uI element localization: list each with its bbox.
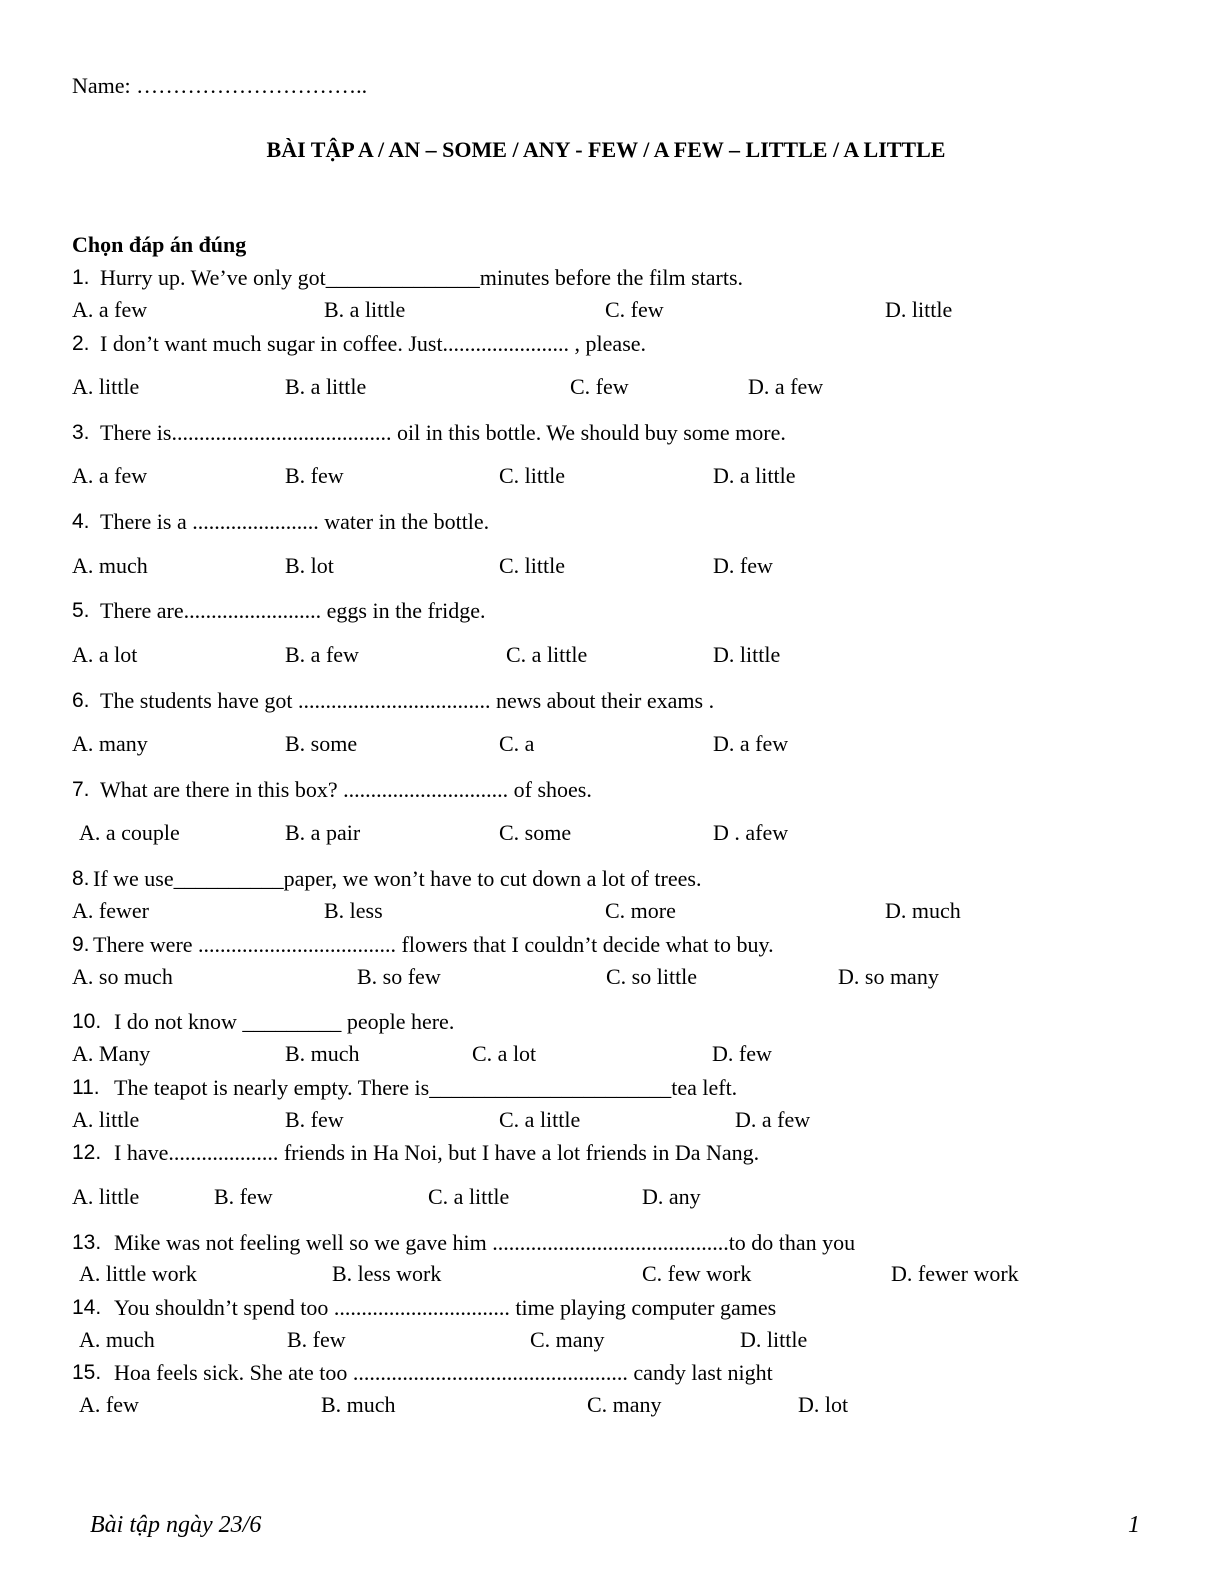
option-a[interactable]: A. few [79, 1392, 139, 1417]
question-number: 7. [72, 778, 90, 801]
question-number: 5. [72, 599, 90, 622]
question-number: 2. [72, 332, 90, 355]
question-text: I have.................... friends in Ha Noi, but I have a lot friends in Da Nang. [114, 1140, 760, 1165]
option-d[interactable]: D. a few [713, 731, 789, 756]
option-d[interactable]: D. much [885, 898, 961, 923]
option-a[interactable]: A. a lot [72, 642, 138, 667]
option-a[interactable]: A. little [72, 1107, 140, 1132]
page-number: 1 [1128, 1512, 1140, 1538]
option-d[interactable]: D. little [713, 642, 781, 667]
question-number: 3. [72, 421, 90, 444]
question-text: Hurry up. We’ve only got______________minutes before the film starts. [100, 265, 744, 290]
option-d[interactable]: D. few [713, 553, 773, 578]
option-c[interactable]: C. a lot [472, 1041, 537, 1066]
section-heading: Chọn đáp án đúng [72, 232, 247, 257]
question-text: Mike was not feeling well so we gave him ...........................................to do than you [114, 1230, 856, 1255]
option-c[interactable]: C. little [499, 463, 565, 488]
option-b[interactable]: B. few [214, 1184, 273, 1209]
option-c[interactable]: C. some [499, 820, 572, 845]
option-a[interactable]: A. little [72, 374, 140, 399]
option-b[interactable]: B. a pair [285, 820, 361, 845]
question-text: You shouldn’t spend too ................................ time playing computer games [114, 1295, 777, 1320]
option-b[interactable]: B. much [285, 1041, 360, 1066]
question-number: 10. [72, 1010, 102, 1033]
option-c[interactable]: C. a little [499, 1107, 581, 1132]
question-number: 8. [72, 867, 90, 890]
option-a[interactable]: A. a few [72, 463, 148, 488]
option-d[interactable]: D. lot [798, 1392, 849, 1417]
question-text: The students have got ................................... news about their exams . [100, 688, 715, 713]
option-a[interactable]: A. little work [79, 1261, 197, 1286]
name-line: Name: ………………………….. [72, 73, 368, 98]
option-a[interactable]: A. little [72, 1184, 140, 1209]
option-c[interactable]: C. few [570, 374, 629, 399]
option-c[interactable]: C. few work [642, 1261, 752, 1286]
question-number: 11. [72, 1076, 100, 1099]
option-d[interactable]: D. any [642, 1184, 701, 1209]
option-c[interactable]: C. so little [606, 964, 698, 989]
question-number: 15. [72, 1361, 102, 1384]
question-number: 1. [72, 266, 90, 289]
question-number: 14. [72, 1296, 102, 1319]
option-a[interactable]: A. a few [72, 297, 148, 322]
option-b[interactable]: B. lot [285, 553, 334, 578]
option-c[interactable]: C. a little [428, 1184, 510, 1209]
question-number: 12. [72, 1141, 102, 1164]
question-number: 4. [72, 510, 90, 533]
option-a[interactable]: A. a couple [79, 820, 180, 845]
option-c[interactable]: C. more [605, 898, 676, 923]
question-text: I don’t want much sugar in coffee. Just....................... , please. [100, 331, 647, 356]
option-b[interactable]: B. a little [324, 297, 406, 322]
option-b[interactable]: B. few [285, 1107, 344, 1132]
option-c[interactable]: C. many [587, 1392, 662, 1417]
question-text: The teapot is nearly empty. There is______________________tea left. [114, 1075, 738, 1100]
option-c[interactable]: C. a little [506, 642, 588, 667]
option-b[interactable]: B. few [287, 1327, 346, 1352]
question-text: Hoa feels sick. She ate too .................................................. candy last night [114, 1360, 773, 1385]
question-number: 6. [72, 689, 90, 712]
option-d[interactable]: D. little [885, 297, 953, 322]
option-d[interactable]: D. few [712, 1041, 772, 1066]
option-b[interactable]: B. less [324, 898, 383, 923]
question-text: If we use__________paper, we won’t have to cut down a lot of trees. [93, 866, 702, 891]
option-d[interactable]: D. a few [748, 374, 824, 399]
question-text: There is........................................ oil in this bottle. We should buy some more. [100, 420, 786, 445]
question-text: There are......................... eggs in the fridge. [100, 598, 486, 623]
question-text: There is a ....................... water in the bottle. [100, 509, 490, 534]
option-b[interactable]: B. few [285, 463, 344, 488]
option-b[interactable]: B. so few [357, 964, 441, 989]
option-d[interactable]: D. a few [735, 1107, 811, 1132]
option-b[interactable]: B. a few [285, 642, 359, 667]
option-c[interactable]: C. many [530, 1327, 605, 1352]
option-a[interactable]: A. fewer [72, 898, 149, 923]
option-c[interactable]: C. few [605, 297, 664, 322]
option-c[interactable]: C. little [499, 553, 565, 578]
option-d[interactable]: D. a little [713, 463, 796, 488]
option-d[interactable]: D. so many [838, 964, 939, 989]
question-text: There were .................................... flowers that I couldn’t decide what to buy. [93, 932, 774, 957]
option-a[interactable]: A. much [72, 553, 148, 578]
option-a[interactable]: A. much [79, 1327, 155, 1352]
question-number: 13. [72, 1231, 102, 1254]
question-text: I do not know _________ people here. [114, 1009, 455, 1034]
question-number: 9. [72, 933, 90, 956]
page-title: BÀI TẬP A / AN – SOME / ANY - FEW / A FEW – LITTLE / A LITTLE [266, 137, 946, 162]
question-text: What are there in this box? .............................. of shoes. [100, 777, 592, 802]
option-a[interactable]: A. Many [72, 1041, 151, 1066]
option-a[interactable]: A. so much [72, 964, 173, 989]
option-d[interactable]: D. fewer work [891, 1261, 1019, 1286]
option-a[interactable]: A. many [72, 731, 148, 756]
option-b[interactable]: B. some [285, 731, 358, 756]
option-c[interactable]: C. a [499, 731, 535, 756]
option-d[interactable]: D. little [740, 1327, 808, 1352]
option-b[interactable]: B. a little [285, 374, 367, 399]
option-b[interactable]: B. much [321, 1392, 396, 1417]
option-b[interactable]: B. less work [332, 1261, 442, 1286]
footer-date: Bài tập ngày 23/6 [90, 1512, 262, 1538]
option-d[interactable]: D . afew [713, 820, 789, 845]
